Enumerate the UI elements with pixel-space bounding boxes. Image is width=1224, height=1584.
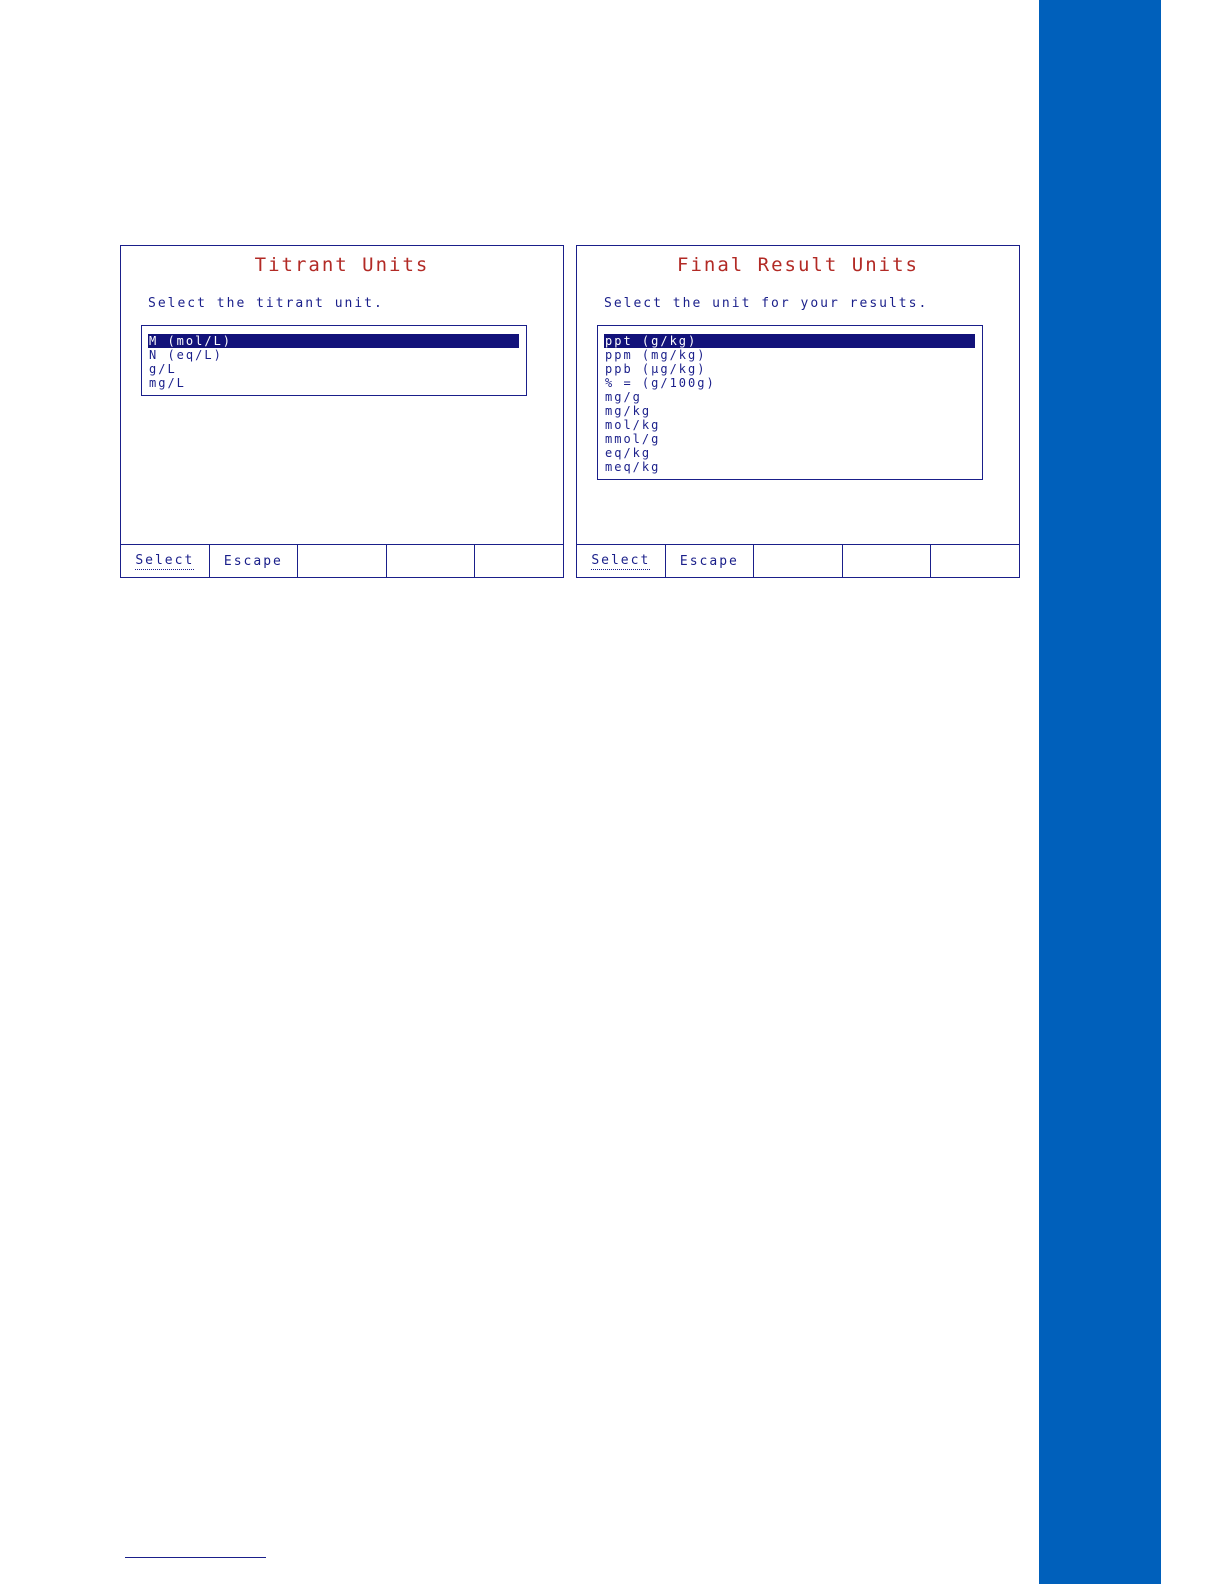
softkey-bar <box>121 544 563 577</box>
list-item[interactable]: % = (g/100g) <box>605 376 716 390</box>
list-item[interactable]: mol/kg <box>605 418 661 432</box>
list-item[interactable]: M (mol/L) <box>148 334 519 348</box>
softkey-4[interactable] <box>387 545 476 577</box>
screen-title: Titrant Units <box>254 254 430 276</box>
result-unit-list[interactable] <box>597 325 983 480</box>
list-item[interactable]: ppm (mg/kg) <box>605 348 707 362</box>
list-item[interactable]: ppb (µg/kg) <box>605 362 707 376</box>
softkey-3[interactable] <box>298 545 387 577</box>
escape-softkey[interactable] <box>210 545 299 577</box>
titrant-unit-list[interactable] <box>141 325 527 396</box>
list-item[interactable]: mg/g <box>605 390 642 404</box>
list-item[interactable]: mg/L <box>149 376 186 390</box>
select-label: Select <box>135 552 195 568</box>
list-item[interactable]: ppt (g/kg) <box>604 334 975 348</box>
escape-label: Escape <box>223 553 283 569</box>
screen-prompt: Select the titrant unit. <box>148 296 384 311</box>
softkey-4[interactable] <box>843 545 932 577</box>
list-item[interactable]: mg/kg <box>605 404 652 418</box>
list-item[interactable]: g/L <box>149 362 177 376</box>
screen-title: Final Result Units <box>677 254 919 276</box>
softkey-5[interactable] <box>931 545 1019 577</box>
list-item[interactable]: meq/kg <box>605 460 661 474</box>
select-label: Select <box>591 552 651 568</box>
list-item[interactable]: mmol/g <box>605 432 661 446</box>
escape-softkey[interactable] <box>666 545 755 577</box>
list-item[interactable]: eq/kg <box>605 446 652 460</box>
screen-prompt: Select the unit for your results. <box>604 296 929 311</box>
final-result-units-screen <box>576 245 1020 578</box>
escape-label: Escape <box>679 553 739 569</box>
list-item[interactable]: N (eq/L) <box>149 348 223 362</box>
softkey-5[interactable] <box>475 545 563 577</box>
titrant-units-screen <box>120 245 564 578</box>
select-softkey[interactable] <box>121 545 210 577</box>
footnote-divider <box>125 1557 266 1558</box>
select-softkey[interactable] <box>577 545 666 577</box>
softkey-3[interactable] <box>754 545 843 577</box>
softkey-bar <box>577 544 1019 577</box>
side-tab-bar <box>1039 0 1161 1584</box>
